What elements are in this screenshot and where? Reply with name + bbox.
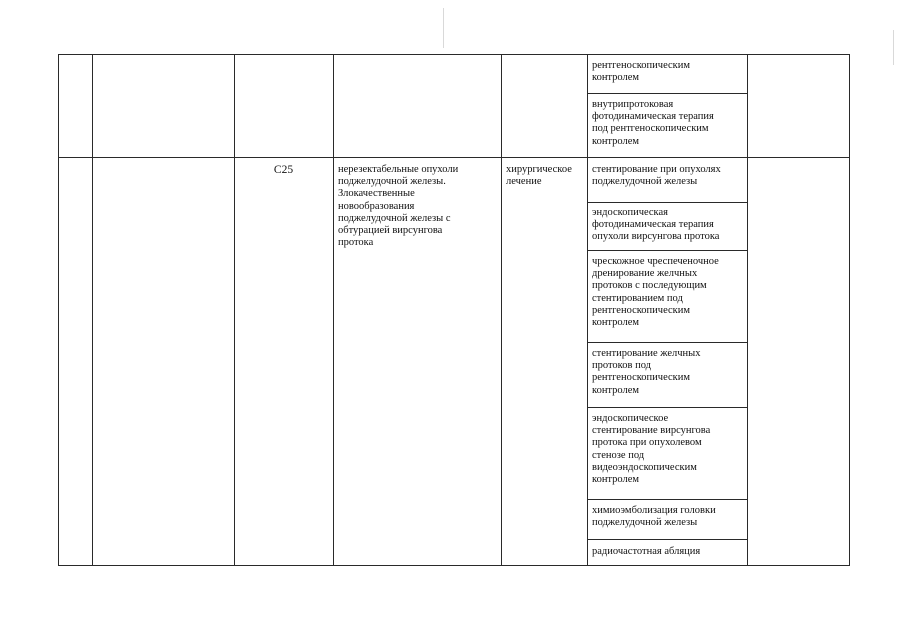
method-divider — [587, 93, 748, 94]
icd-code: C25 — [273, 164, 294, 176]
method-text: чрескожное чреспеченочное дренирование желчных протоков с последующим стентированием под рентгеноскопическим контролем — [592, 256, 719, 329]
method-divider — [587, 499, 748, 500]
method-text: эндоскопическое стентирование вирсунгова протока при опухолевом стенозе под видеоэндоскопическим контролем — [592, 413, 711, 486]
scan-artifact — [443, 8, 444, 48]
treatment-type-text: хирургическое лечение — [506, 164, 572, 188]
method-divider — [587, 250, 748, 251]
row-divider — [58, 157, 850, 158]
column-divider — [501, 54, 502, 565]
table-border-bottom — [58, 565, 850, 566]
column-divider — [587, 54, 588, 565]
table-border-left — [58, 54, 59, 565]
table-border-right — [849, 54, 850, 565]
method-divider — [587, 202, 748, 203]
method-divider — [587, 342, 748, 343]
method-cell — [592, 99, 744, 148]
method-text: радиочастотная абляция — [592, 546, 701, 557]
method-divider — [587, 539, 748, 540]
diagnosis-text: нерезектабельные опухоли поджелудочной железы. Злокачественные новообразования поджелудочной железы с обтурацией вирсунгова протока — [338, 164, 459, 249]
method-text: эндоскопическая фотодинамическая терапия опухоли вирсунгова протока — [592, 207, 720, 243]
method-divider — [587, 407, 748, 408]
method-text: химиоэмболизация головки поджелудочной железы — [592, 505, 716, 529]
method-cell — [592, 348, 744, 397]
column-divider — [333, 54, 334, 565]
icd-code-cell — [234, 164, 333, 176]
method-cell — [592, 505, 744, 529]
method-text: стентирование при опухолях поджелудочной железы — [592, 164, 721, 188]
table-border-top — [58, 54, 850, 55]
column-divider — [234, 54, 235, 565]
method-cell — [592, 413, 744, 486]
method-cell — [592, 60, 744, 84]
method-cell — [592, 164, 744, 188]
method-cell — [592, 256, 744, 329]
column-divider — [747, 54, 748, 565]
scan-artifact — [893, 30, 894, 65]
method-cell — [592, 546, 744, 558]
diagnosis-cell — [338, 164, 498, 249]
method-cell — [592, 207, 744, 244]
method-text: внутрипротоковая фотодинамическая терапия под рентгеноскопическим контролем — [592, 99, 714, 147]
treatment-type-cell — [506, 164, 586, 188]
method-text: рентгеноскопическим контролем — [592, 60, 691, 84]
method-text: стентирование желчных протоков под рентгеноскопическим контролем — [592, 348, 701, 396]
column-divider — [92, 54, 93, 565]
